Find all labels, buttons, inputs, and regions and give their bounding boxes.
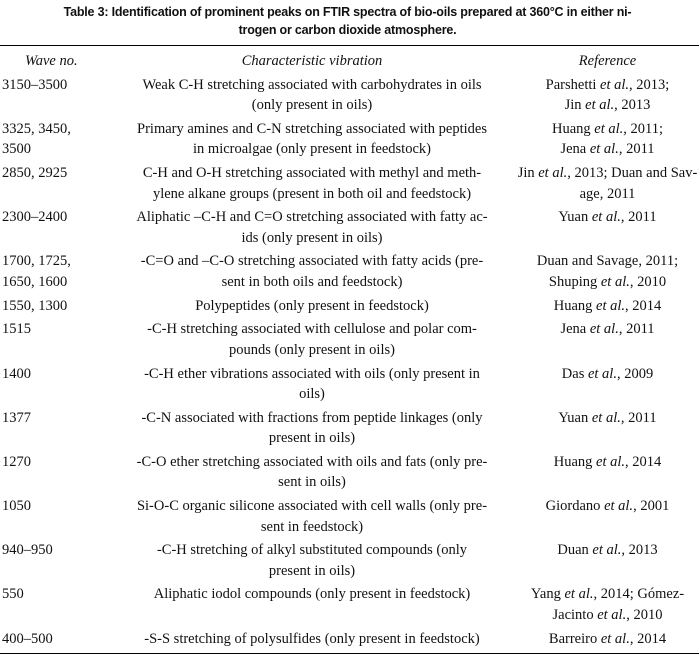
- vibration-line: ids (only present in oils): [241, 229, 383, 246]
- wave-number-line: 1270: [2, 453, 31, 470]
- et-al-text: et al.: [587, 365, 617, 382]
- et-al-text: et al.: [564, 586, 594, 603]
- table-row: [0, 250, 699, 294]
- reference-line: [516, 364, 699, 385]
- vibration-line: -S-S stretching of polysulfides (only present in feedstock): [144, 630, 480, 647]
- header-characteristic-vibration: Characteristic vibration: [241, 53, 383, 69]
- wave-number-line: 2300–2400: [2, 209, 68, 226]
- reference-text: Barreiro: [548, 630, 601, 647]
- vibration-cell: [108, 117, 516, 161]
- reference-cell: [516, 318, 699, 362]
- reference-text: , 2014: [625, 453, 662, 470]
- reference-cell: [516, 362, 699, 406]
- reference-text: Parshetti: [545, 76, 601, 93]
- wave-number-line: 1400: [2, 365, 31, 382]
- wave-number-line: 3325, 3450,: [2, 120, 71, 137]
- reference-line: [516, 139, 699, 160]
- reference-text: Jena: [560, 321, 590, 338]
- table-caption: [0, 0, 695, 39]
- vibration-line: Weak C-H stretching associated with carbohydrates in oils: [142, 76, 482, 93]
- reference-text: Huang: [551, 120, 595, 137]
- reference-line: [516, 95, 699, 116]
- reference-text: , 2010: [626, 606, 663, 623]
- vibration-cell: [108, 539, 516, 583]
- vibration-line: sent in feedstock): [260, 518, 364, 535]
- vibration-line: (only present in oils): [251, 97, 373, 114]
- et-al-text: et al.: [600, 273, 630, 290]
- vibration-line: oils): [299, 386, 325, 402]
- table-row: [0, 539, 699, 583]
- wave-number-cell: [0, 117, 108, 161]
- vibration-cell: [108, 294, 516, 318]
- reference-text: , 2011;: [623, 120, 664, 137]
- vibration-cell: [108, 494, 516, 538]
- table-body: [0, 73, 699, 651]
- reference-text: , 2001: [633, 498, 670, 515]
- vibration-cell: [108, 250, 516, 294]
- vibration-cell: [108, 627, 516, 651]
- wave-number-cell: [0, 494, 108, 538]
- header-row: [0, 46, 699, 73]
- vibration-cell: [108, 161, 516, 205]
- reference-text: , 2011: [618, 321, 655, 338]
- table-row: [0, 206, 699, 250]
- et-al-text: et al.: [594, 120, 624, 137]
- reference-text: , 2014: [625, 297, 662, 314]
- et-al-text: et al.: [591, 209, 621, 226]
- et-al-text: et al.: [596, 453, 626, 470]
- reference-text: Jin: [517, 165, 539, 182]
- reference-text: Yuan: [558, 209, 592, 226]
- table-row: [0, 161, 699, 205]
- reference-text: Yuan: [558, 409, 592, 426]
- header-wave-no: Wave no.: [25, 53, 78, 69]
- vibration-line: Aliphatic –C-H and C=O stretching associated with fatty ac-: [136, 209, 488, 226]
- vibration-cell: [108, 73, 516, 117]
- vibration-line: Aliphatic iodol compounds (only present in feedstock): [153, 586, 471, 603]
- reference-cell: [516, 250, 699, 294]
- vibration-line: C-H and O-H stretching associated with methyl and meth-: [142, 165, 482, 182]
- table-row: [0, 583, 699, 627]
- vibration-line: present in oils): [268, 562, 356, 579]
- wave-number-cell: [0, 161, 108, 205]
- et-al-text: et al.: [589, 141, 619, 158]
- vibration-line: ylene alkane groups (present in both oil and feedstock): [152, 185, 472, 202]
- table-row: [0, 73, 699, 117]
- reference-text: , 2013: [621, 542, 658, 559]
- wave-number-line: 3150–3500: [2, 76, 68, 93]
- reference-line: [516, 319, 699, 340]
- reference-text: , 2013: [614, 97, 651, 114]
- et-al-text: et al.: [596, 297, 626, 314]
- et-al-text: et al.: [597, 606, 627, 623]
- wave-number-cell: [0, 406, 108, 450]
- table-row: [0, 362, 699, 406]
- caption-line: trogen or carbon dioxide atmosphere.: [238, 23, 457, 37]
- vibration-line: -C-N associated with fractions from peptide linkages (only: [141, 409, 483, 426]
- reference-text: Huang: [553, 453, 597, 470]
- header-reference: Reference: [578, 53, 637, 69]
- reference-line: [516, 119, 699, 140]
- vibration-line: -C-H stretching associated with cellulose and polar com-: [147, 321, 477, 338]
- reference-line: [516, 184, 699, 205]
- reference-cell: [516, 406, 699, 450]
- reference-cell: [516, 583, 699, 627]
- reference-line: [516, 251, 699, 272]
- table-row: [0, 294, 699, 318]
- caption-line: Table 3: Identification of prominent peaks on FTIR spectra of bio-oils prepared at 360°C in either ni-: [63, 5, 632, 19]
- wave-number-line: 2850, 2925: [2, 165, 68, 182]
- wave-number-line: 3500: [2, 141, 31, 158]
- reference-text: , 2009: [616, 365, 654, 382]
- reference-line: [516, 296, 699, 317]
- table-row: [0, 406, 699, 450]
- wave-number-cell: [0, 206, 108, 250]
- wave-number-line: 1550, 1300: [2, 297, 68, 314]
- reference-cell: [516, 450, 699, 494]
- reference-text: Jacinto: [552, 606, 598, 623]
- reference-text: Jena: [560, 141, 590, 158]
- table-row: [0, 494, 699, 538]
- vibration-cell: [108, 206, 516, 250]
- reference-cell: [516, 294, 699, 318]
- vibration-line: sent in oils): [278, 474, 346, 491]
- vibration-line: Si-O-C organic silicone associated with cell walls (only pre-: [136, 498, 488, 515]
- vibration-cell: [108, 406, 516, 450]
- reference-text: Huang: [553, 297, 597, 314]
- table-row: [0, 318, 699, 362]
- vibration-cell: [108, 318, 516, 362]
- table-row: [0, 117, 699, 161]
- et-al-text: et al.: [600, 630, 630, 647]
- et-al-text: et al.: [604, 498, 634, 515]
- reference-cell: [516, 627, 699, 651]
- vibration-line: present in oils): [268, 430, 356, 447]
- et-al-text: et al.: [589, 321, 619, 338]
- wave-number-line: 1650, 1600: [2, 273, 68, 290]
- reference-line: [516, 408, 699, 429]
- wave-number-cell: [0, 627, 108, 651]
- vibration-line: Primary amines and C-N stretching associated with peptides: [137, 120, 487, 137]
- reference-cell: [516, 206, 699, 250]
- reference-text: , 2014; Gómez-: [593, 586, 685, 603]
- vibration-cell: [108, 583, 516, 627]
- et-al-text: et al.: [600, 76, 630, 93]
- reference-line: [516, 584, 699, 605]
- reference-text: , 2013; Duan and Sav-: [567, 165, 698, 182]
- reference-line: [516, 207, 699, 228]
- reference-text: , 2011: [620, 409, 657, 426]
- vibration-line: -C-O ether stretching associated with oils and fats (only pre-: [136, 453, 488, 470]
- reference-text: Duan: [557, 542, 593, 559]
- table-row: [0, 450, 699, 494]
- et-al-text: et al.: [538, 165, 568, 182]
- reference-line: [516, 75, 699, 96]
- wave-number-line: 940–950: [2, 542, 53, 559]
- reference-text: , 2013;: [629, 76, 670, 93]
- reference-cell: [516, 161, 699, 205]
- reference-line: [516, 452, 699, 473]
- reference-line: [516, 163, 699, 184]
- vibration-line: -C-H ether vibrations associated with oils (only present in: [144, 365, 480, 382]
- reference-text: , 2014: [629, 630, 667, 647]
- table-row: [0, 627, 699, 651]
- reference-cell: [516, 539, 699, 583]
- reference-line: [516, 629, 699, 650]
- reference-text: Das: [561, 365, 588, 382]
- reference-line: [516, 272, 699, 293]
- vibration-line: pounds (only present in oils): [229, 341, 395, 358]
- reference-text: , 2011: [620, 209, 657, 226]
- vibration-line: sent in both oils and feedstock): [221, 273, 403, 290]
- wave-number-line: 1515: [2, 321, 31, 338]
- reference-text: Jin: [564, 97, 586, 114]
- wave-number-line: 1700, 1725,: [2, 253, 71, 270]
- reference-line: [516, 605, 699, 626]
- wave-number-cell: [0, 73, 108, 117]
- et-al-text: et al.: [592, 542, 622, 559]
- reference-text: Shuping: [548, 273, 601, 290]
- vibration-cell: [108, 362, 516, 406]
- wave-number-cell: [0, 583, 108, 627]
- et-al-text: et al.: [585, 97, 615, 114]
- wave-number-line: 550: [2, 586, 24, 603]
- wave-number-line: 400–500: [2, 630, 53, 647]
- reference-text: Yang: [530, 586, 565, 603]
- reference-line: [516, 496, 699, 517]
- reference-line: [516, 540, 699, 561]
- reference-text: , 2011: [618, 141, 655, 158]
- vibration-line: -C=O and –C-O stretching associated with fatty acids (pre-: [140, 253, 484, 270]
- ftir-peaks-table: [0, 46, 699, 651]
- vibration-line: in microalgae (only present in feedstock): [193, 141, 431, 158]
- reference-cell: [516, 117, 699, 161]
- reference-text: age, 2011: [579, 185, 636, 202]
- reference-cell: [516, 73, 699, 117]
- vibration-line: Polypeptides (only present in feedstock): [195, 297, 429, 314]
- vibration-cell: [108, 450, 516, 494]
- vibration-line: -C-H stretching of alkyl substituted compounds (only: [156, 542, 468, 559]
- wave-number-cell: [0, 539, 108, 583]
- wave-number-cell: [0, 450, 108, 494]
- reference-cell: [516, 494, 699, 538]
- wave-number-cell: [0, 318, 108, 362]
- wave-number-line: 1050: [2, 498, 31, 515]
- wave-number-cell: [0, 362, 108, 406]
- et-al-text: et al.: [591, 409, 621, 426]
- reference-text: Giordano: [545, 498, 605, 515]
- wave-number-cell: [0, 294, 108, 318]
- reference-text: , 2010: [629, 273, 667, 290]
- wave-number-cell: [0, 250, 108, 294]
- reference-text: Duan and Savage, 2011;: [536, 253, 679, 270]
- wave-number-line: 1377: [2, 409, 31, 426]
